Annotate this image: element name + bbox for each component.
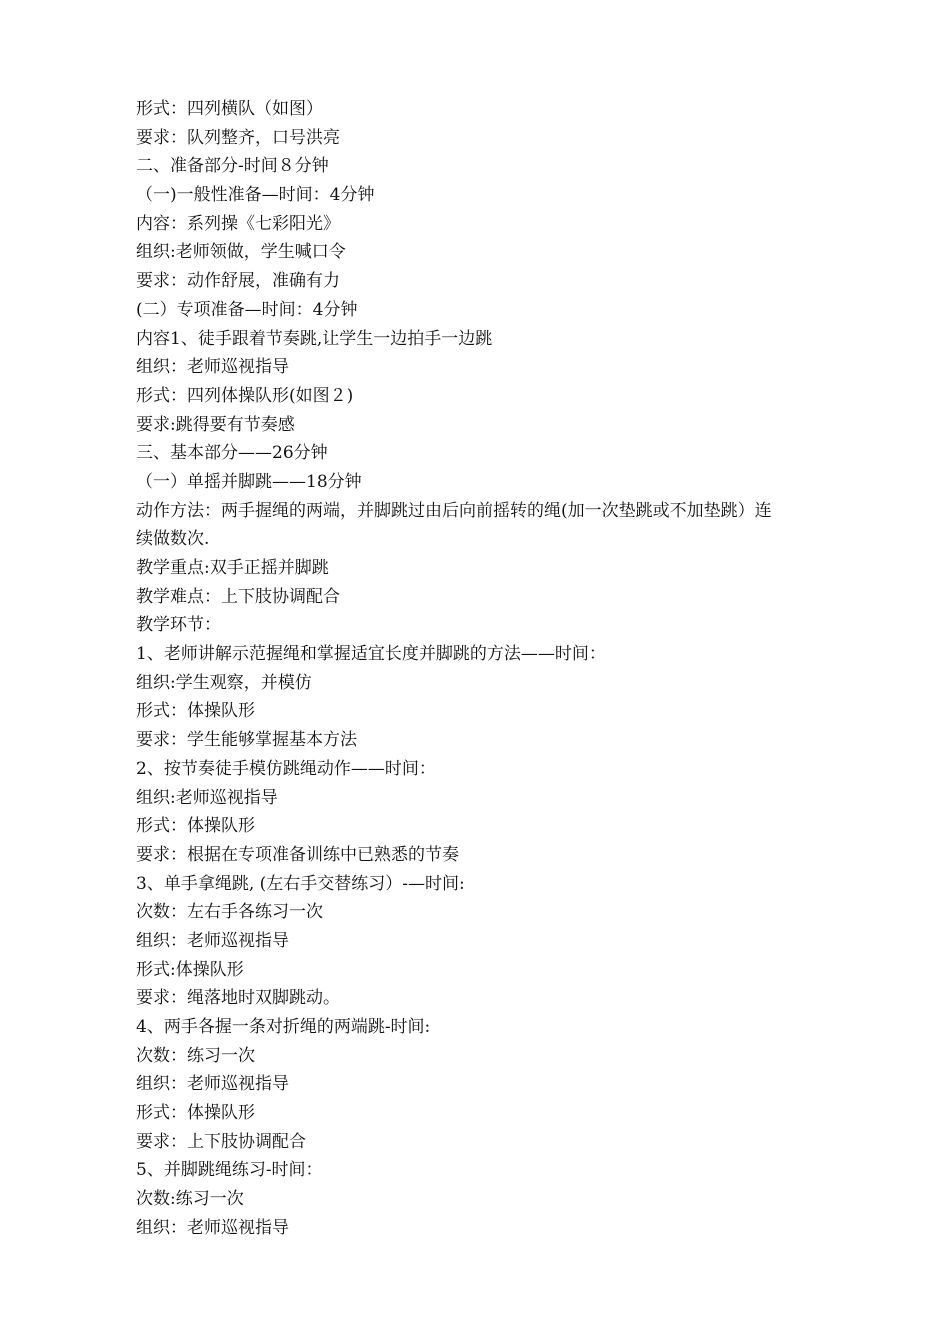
text-line: 形式：体操队形 <box>136 701 255 722</box>
text-line: 次数：左右手各练习一次 <box>136 902 323 923</box>
text-line: 次数：练习一次 <box>136 1045 255 1066</box>
text-line: 要求：学生能够掌握基本方法 <box>136 730 357 751</box>
step-heading: 2、按节奏徒手模仿跳绳动作——时间： <box>136 758 436 779</box>
text-line: 组织：老师巡视指导 <box>136 930 289 951</box>
text-line: 动作方法：两手握绳的两端，并脚跳过由后向前摇转的绳(加一次垫跳或不加垫跳）连 <box>136 500 772 521</box>
text-line: 教学环节： <box>136 615 221 636</box>
document-body <box>136 95 864 1243</box>
text-line: 组织:老师巡视指导 <box>136 787 278 808</box>
text-line: 续做数次. <box>136 529 210 550</box>
text-line: 要求:跳得要有节奏感 <box>136 414 295 435</box>
text-line: 组织：老师巡视指导 <box>136 1217 289 1238</box>
text-line: 要求：根据在专项准备训练中已熟悉的节奏 <box>136 844 459 865</box>
text-line: 次数:练习一次 <box>136 1189 244 1210</box>
text-line: 形式：四列横队（如图） <box>136 99 323 119</box>
text-line: 教学重点:双手正摇并脚跳 <box>136 558 329 578</box>
subsection-heading: （一）单摇并脚跳——18分钟 <box>136 471 362 492</box>
text-line: 形式:体操队形 <box>136 959 244 980</box>
text-line: 要求：上下肢协调配合 <box>136 1131 306 1152</box>
text-line: 形式：体操队形 <box>136 1103 255 1124</box>
text-line: 形式：体操队形 <box>136 816 255 837</box>
subsection-heading: (二）专项准备—时间：4分钟 <box>136 299 358 320</box>
section-heading: 二、准备部分-时间８分钟 <box>136 156 329 177</box>
text-line: 要求：动作舒展，准确有力 <box>136 271 340 292</box>
text-line: 内容1、徒手跟着节奏跳,让学生一边拍手一边跳 <box>136 328 493 349</box>
step-heading: 5、并脚跳绳练习-时间： <box>136 1160 323 1181</box>
text-line: 要求：队列整齐，口号洪亮 <box>136 127 340 148</box>
text-line: 组织:学生观察，并模仿 <box>136 672 312 693</box>
step-heading: 3、单手拿绳跳, (左右手交替练习）-—时间: <box>136 873 465 894</box>
text-line: 内容：系列操《七彩阳光》 <box>136 213 340 234</box>
subsection-heading: （一)一般性准备—时间：4分钟 <box>136 185 375 206</box>
step-heading: 1、老师讲解示范握绳和掌握适宜长度并脚跳的方法——时间： <box>136 644 606 665</box>
step-heading: 4、两手各握一条对折绳的两端跳-时间: <box>136 1017 431 1037</box>
section-heading: 三、基本部分——26分钟 <box>136 443 328 464</box>
text-line: 组织：老师巡视指导 <box>136 357 289 378</box>
text-line: 组织:老师领做，学生喊口令 <box>136 242 346 263</box>
text-line: 要求：绳落地时双脚跳动。 <box>136 988 340 1009</box>
text-line: 教学难点：上下肢协调配合 <box>136 586 340 607</box>
text-line: 组织：老师巡视指导 <box>136 1074 289 1095</box>
text-line: 形式：四列体操队形(如图２) <box>136 385 354 406</box>
